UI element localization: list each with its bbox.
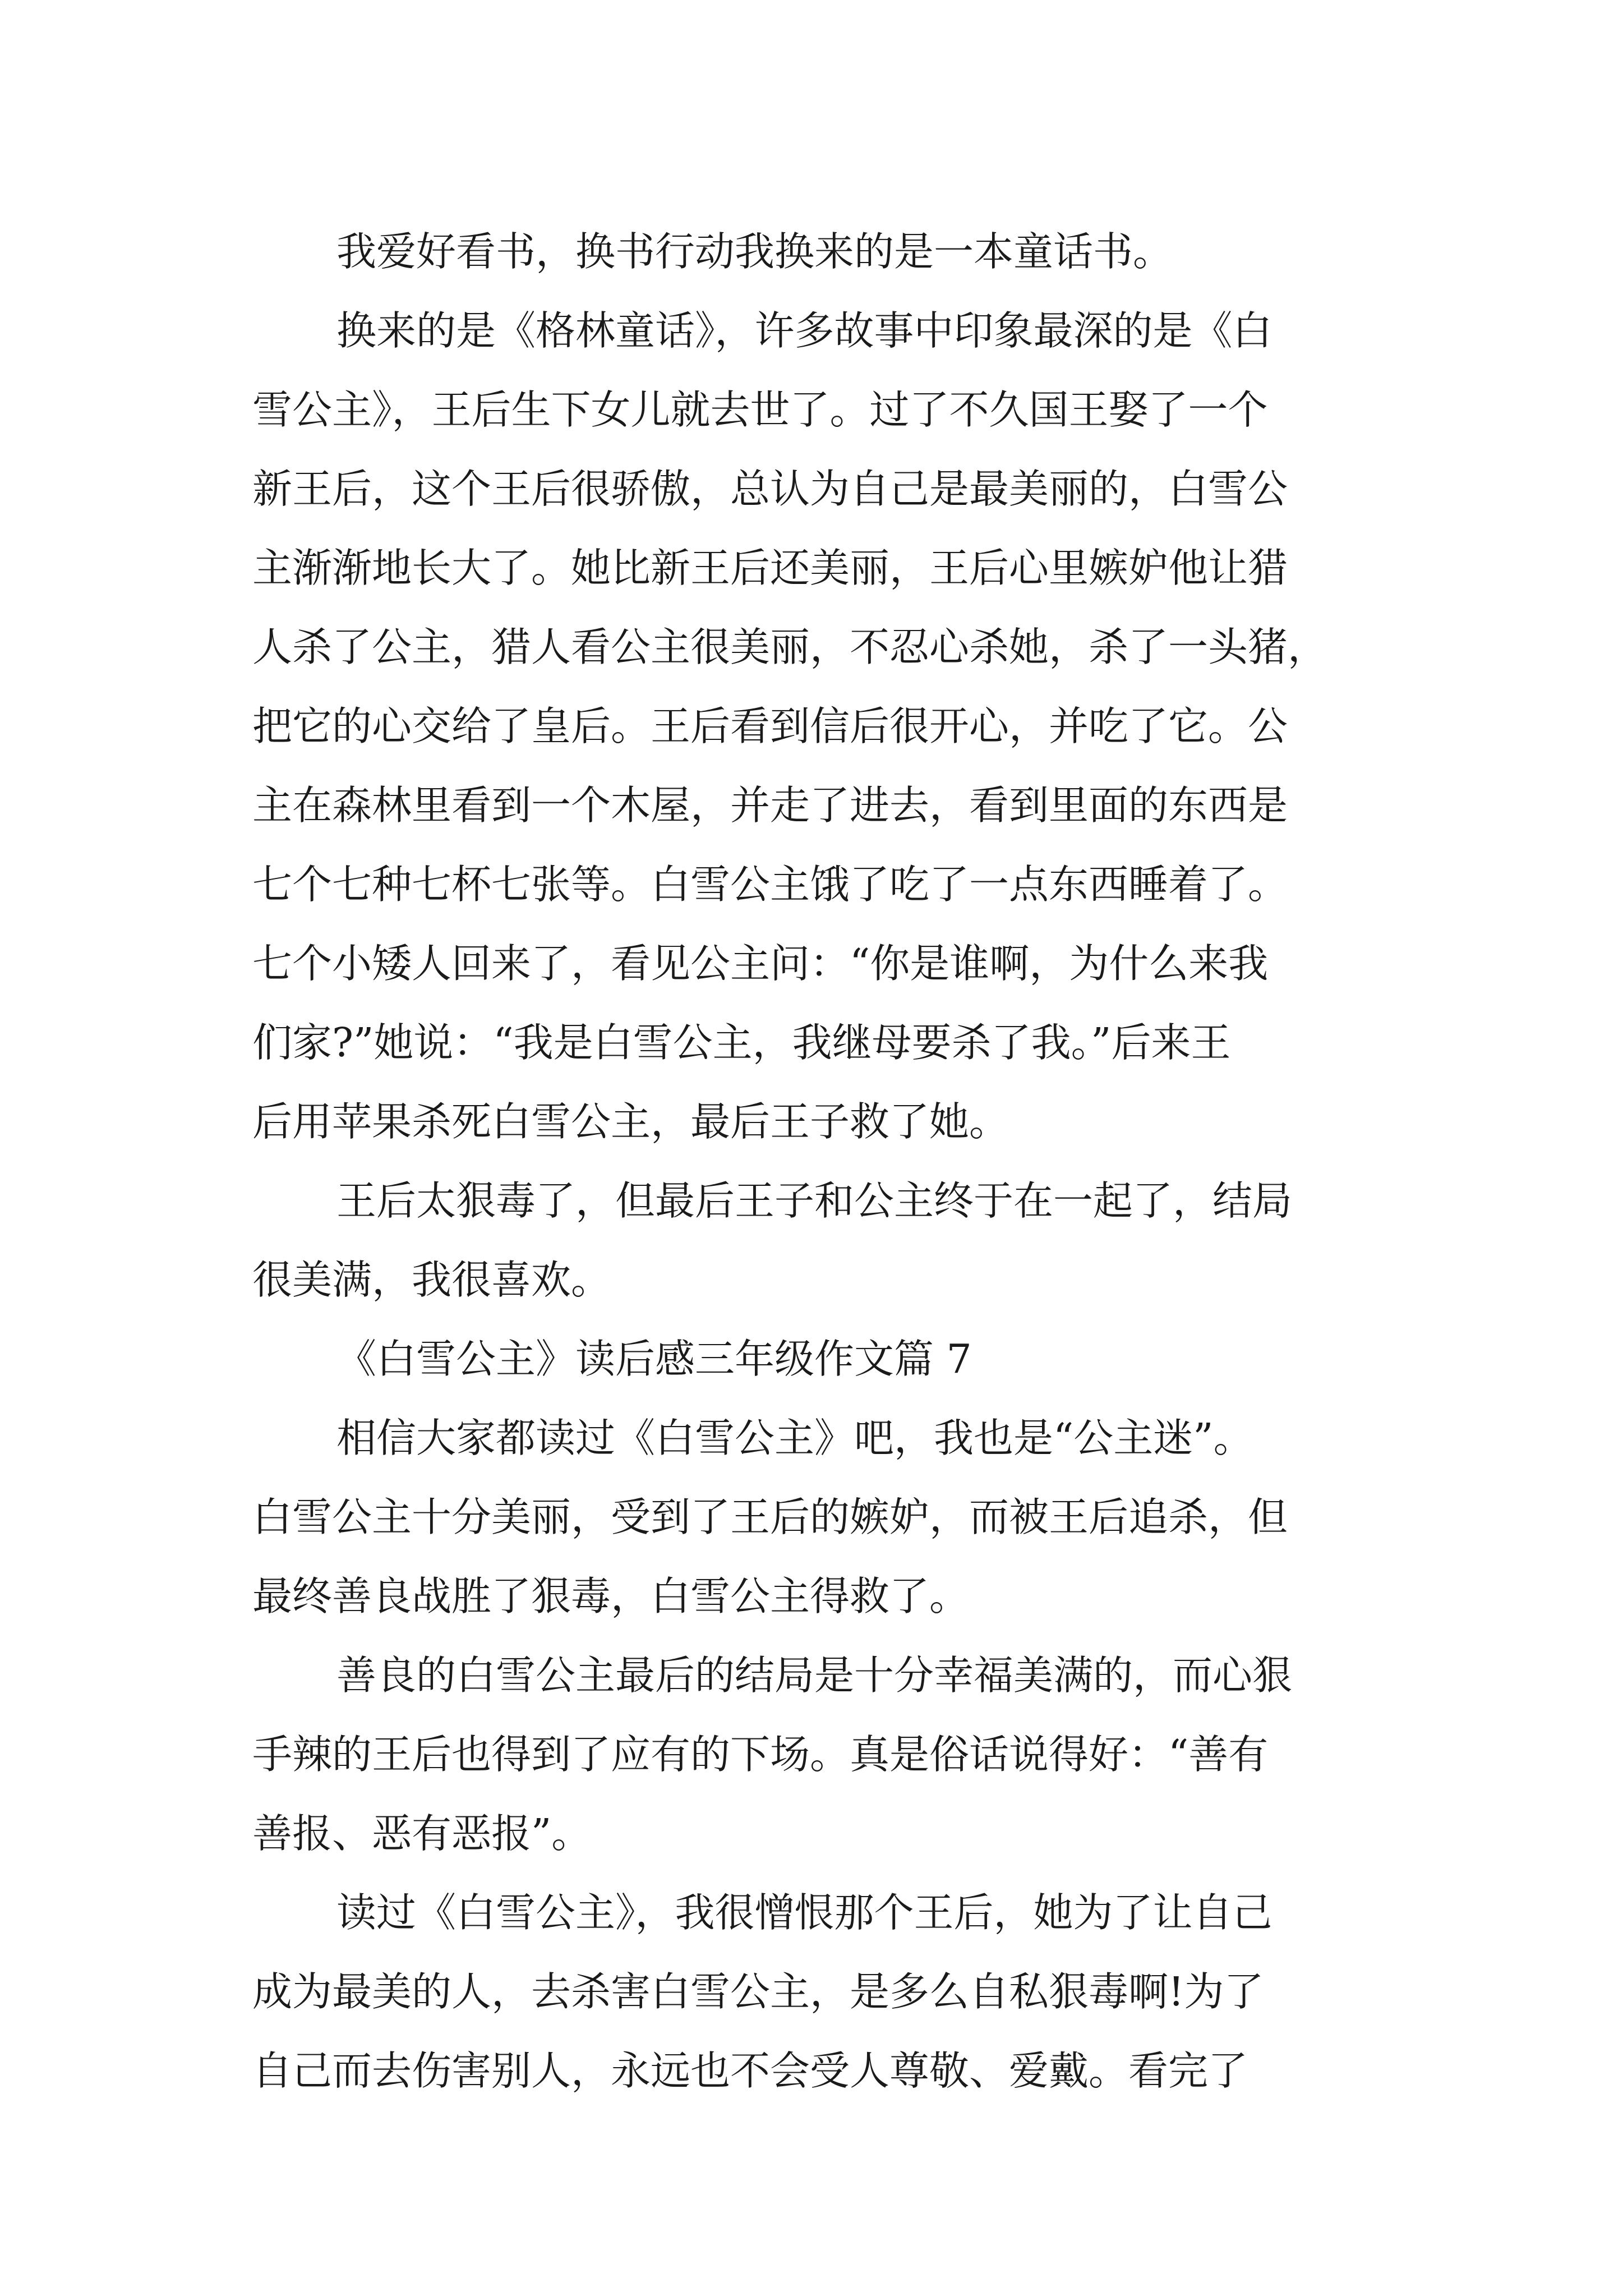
- text-line: 把它的心交给了皇后。王后看到信后很开心，并吃了它。公: [252, 703, 1288, 749]
- text-line: 后用苹果杀死白雪公主，最后王子救了她。: [252, 1098, 1009, 1145]
- text-line: 善良的白雪公主最后的结局是十分幸福美满的，而心狠: [336, 1652, 1293, 1699]
- text-line: 王后太狠毒了，但最后王子和公主终于在一起了，结局: [336, 1177, 1293, 1224]
- text-line: 七个小矮人回来了，看见公主问：“你是谁啊，为什么来我: [252, 940, 1269, 987]
- text-line: 主渐渐地长大了。她比新王后还美丽，王后心里嫉妒他让猎: [252, 545, 1288, 591]
- text-line: 善报、恶有恶报”。: [252, 1810, 592, 1857]
- text-line: 手辣的王后也得到了应有的下场。真是俗话说得好：“善有: [252, 1731, 1269, 1778]
- text-line: 新王后，这个王后很骄傲，总认为自己是最美丽的，白雪公: [252, 466, 1288, 512]
- text-line: 自己而去伤害别人，永远也不会受人尊敬、爱戴。看完了: [252, 2047, 1248, 2094]
- text-line: 主在森林里看到一个木屋，并走了进去，看到里面的东西是: [252, 782, 1288, 829]
- text-line: 白雪公主十分美丽，受到了王后的嫉妒，而被王后追杀，但: [252, 1494, 1288, 1540]
- text-line: 我爱好看书，换书行动我换来的是一本童话书。: [336, 228, 1173, 275]
- text-line: 最终善良战胜了狠毒，白雪公主得救了。: [252, 1573, 970, 1619]
- text-line: 人杀了公主，猎人看公主很美丽，不忍心杀她，杀了一头猪，: [252, 624, 1328, 670]
- text-line: 换来的是《格林童话》，许多故事中印象最深的是《白: [336, 307, 1272, 354]
- text-line: 很美满，我很喜欢。: [252, 1257, 611, 1303]
- document-page: [252, 212, 1391, 2110]
- text-line: 雪公主》，王后生下女儿就去世了。过了不久国王娶了一个: [252, 386, 1268, 433]
- text-line: 成为最美的人，去杀害白雪公主，是多么自私狠毒啊!为了: [252, 1968, 1264, 2015]
- section-heading: 《白雪公主》读后感三年级作文篇 7: [336, 1336, 972, 1382]
- text-line: 七个七种七杯七张等。白雪公主饿了吃了一点东西睡着了。: [252, 861, 1288, 908]
- text-line: 们家?”她说：“我是白雪公主，我继母要杀了我。”后来王: [252, 1019, 1231, 1066]
- text-line: 读过《白雪公主》，我很憎恨那个王后，她为了让自己: [336, 1889, 1272, 1936]
- text-line: 相信大家都读过《白雪公主》吧，我也是“公主迷”。: [336, 1415, 1253, 1461]
